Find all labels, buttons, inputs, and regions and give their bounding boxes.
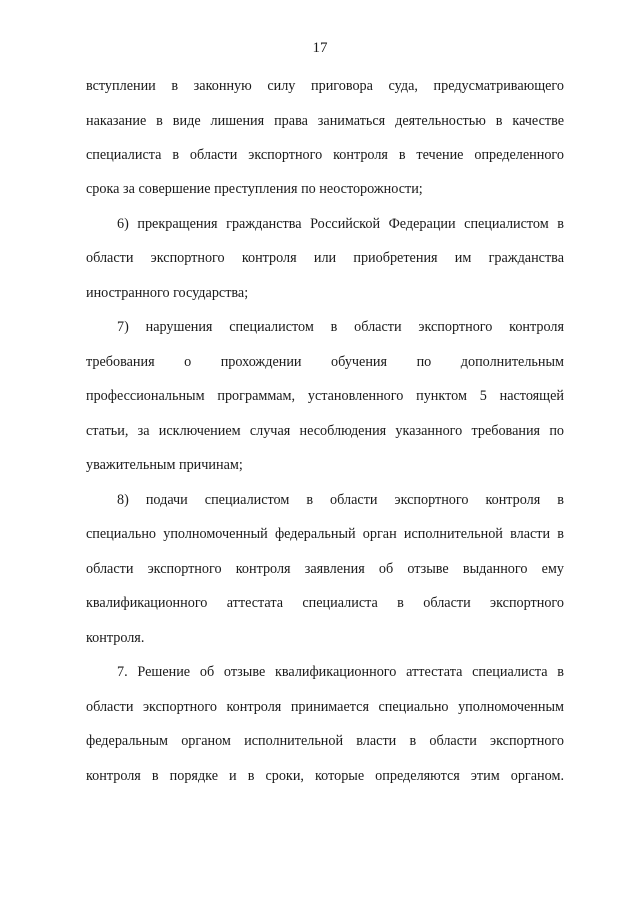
text-line: контроля. bbox=[86, 630, 145, 646]
text-line: специально уполномоченный федеральный орган исполнительной власти в bbox=[86, 526, 564, 542]
text-line: области экспортного контроля принимается специально уполномоченным bbox=[86, 699, 564, 715]
text-line: 8) подачи специалистом в области экспортного контроля в bbox=[117, 492, 564, 508]
text-line: квалификационного аттестата специалиста в области экспортного bbox=[86, 595, 564, 611]
text-line: профессиональным программам, установленного пунктом 5 настоящей bbox=[86, 388, 564, 404]
text-line: уважительным причинам; bbox=[86, 457, 243, 473]
text-line: федеральным органом исполнительной власти в области экспортного bbox=[86, 733, 564, 749]
text-line: иностранного государства; bbox=[86, 285, 249, 301]
text-line: 6) прекращения гражданства Российской Федерации специалистом в bbox=[117, 216, 564, 232]
text-line: специалиста в области экспортного контроля в течение определенного bbox=[86, 147, 564, 163]
text-line: требования о прохождении обучения по дополнительным bbox=[86, 354, 564, 370]
text-line: статьи, за исключением случая несоблюдения указанного требования по bbox=[86, 423, 564, 439]
text-line: вступлении в законную силу приговора суда, предусматривающего bbox=[86, 78, 564, 94]
text-line: срока за совершение преступления по неосторожности; bbox=[86, 181, 423, 197]
text-line: наказание в виде лишения права заниматься деятельностью в качестве bbox=[86, 113, 564, 129]
text-line: области экспортного контроля или приобретения им гражданства bbox=[86, 250, 564, 266]
text-line: 7) нарушения специалистом в области экспортного контроля bbox=[117, 319, 564, 335]
text-line: контроля в порядке и в сроки, которые определяются этим органом. bbox=[86, 768, 564, 784]
text-line: области экспортного контроля заявления об отзыве выданного ему bbox=[86, 561, 564, 577]
page-number: 17 bbox=[312, 40, 328, 56]
text-line: 7. Решение об отзыве квалификационного аттестата специалиста в bbox=[117, 664, 564, 680]
